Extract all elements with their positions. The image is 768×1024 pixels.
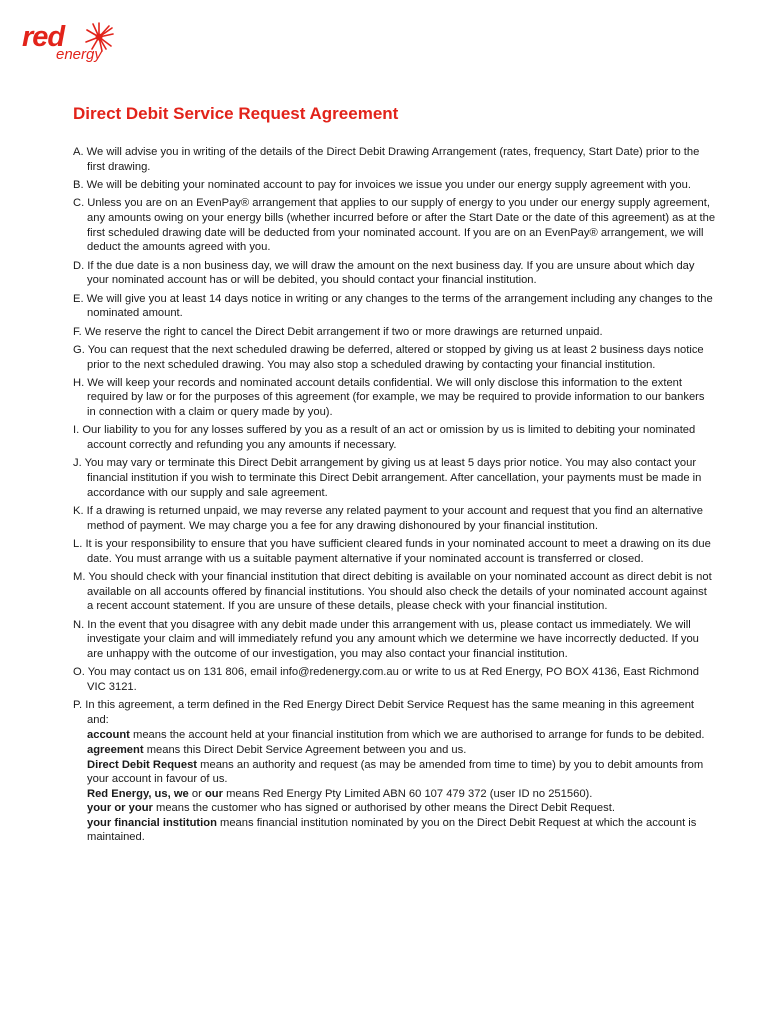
logo-wordmark-energy: energy	[56, 46, 102, 63]
clause: E. We will give you at least 14 days notice in writing or any changes to the terms of the arrangement including any changes to the nominated amount.	[73, 292, 713, 320]
definition-text: means an authority and request (as may be amended from time to time) by you to debit amounts from your account in favour of us.	[87, 758, 704, 786]
clause: B. We will be debiting your nominated account to pay for invoices we issue you under our energy supply agreement with you.	[73, 178, 691, 191]
definition-text: means financial institution nominated by you on the Direct Debit Request at which the account is maintained.	[87, 816, 697, 844]
clause: P. In this agreement, a term defined in the Red Energy Direct Debit Service Request has the same meaning in this agreement and:	[73, 699, 695, 726]
definition	[87, 728, 716, 743]
definition-term: Red Energy, us, we	[87, 787, 189, 800]
red-energy-logo	[22, 20, 122, 68]
definition	[87, 743, 716, 758]
definition-text: means the account held at your financial institution from which we are authorised to arrange for funds to be debited.	[129, 729, 705, 742]
definition	[87, 787, 716, 802]
definition-term: your financial institution	[87, 816, 217, 829]
clause: O. You may contact us on 131 806, email info@redenergy.com.au or write to us at Red Energy, PO BOX 4136, East Richmond VIC 3121.	[73, 666, 699, 693]
clause: N. In the event that you disagree with any debit made under this arrangement with us, please contact us immediately. We will investigate your claim and will immediately refund you any amount which we determine we have incorrectly deducted. If you are unhappy with the outcome of our investigation, you may also contact your financial institution.	[73, 618, 699, 660]
definition-text: means the customer who has signed or authorised by other means the Direct Debit Request.	[152, 802, 615, 815]
document-title: Direct Debit Service Request Agreement	[73, 104, 399, 123]
clause: G. You can request that the next scheduled drawing be deferred, altered or stopped by giving us at least 2 business days notice prior to the next scheduled drawing. You may also stop a scheduled drawing by contacting your financial institution.	[73, 343, 704, 371]
definitions-list	[73, 728, 716, 845]
definition-term: account	[87, 729, 130, 742]
clause: C. Unless you are on an EvenPay® arrangement that applies to our supply of energy to you under our energy supply agreement, any amounts owing on your energy bills (whether incurred before or after the Start Date or the date of this agreement) as at the first scheduled drawing date will be deducted from your nominated account. If you are on an EvenPay® arrangement, we will deduct the amounts agreed with you.	[73, 197, 716, 254]
logo-wordmark-red: red	[22, 21, 65, 53]
clause: H. We will keep your records and nominated account details confidential. We will only disclose this information to the extent required by law or for the purposes of this agreement (for example, we may be required to provide information to our bankers in connection with a claim or query made by you).	[73, 376, 705, 419]
clause: K. If a drawing is returned unpaid, we may reverse any related payment to your account and request that you find an alternative method of payment. We may charge you a fee for any drawing dishonoured by your financial institution.	[73, 505, 703, 532]
clause: F. We reserve the right to cancel the Direct Debit arrangement if two or more drawings are returned unpaid.	[73, 325, 603, 338]
agreement-clauses	[73, 145, 716, 845]
clause: I. Our liability to you for any losses suffered by you as a result of an act or omission by us is limited to debiting your nominated account correctly and refunding you any amounts if necessary.	[73, 424, 696, 452]
definition	[87, 801, 716, 816]
definition-text: means this Direct Debit Service Agreement between you and us.	[143, 743, 467, 756]
definition-term: our	[204, 787, 223, 800]
clause: M. You should check with your financial institution that direct debiting is available on your nominated account as direct debit is not available on all accounts offered by financial institutions. You should also check the details of your nominated account against a recent account statement. If you are unsure of these details, please check with your financial institution.	[73, 571, 712, 613]
definition	[87, 816, 716, 845]
clause: J. You may vary or terminate this Direct Debit arrangement by giving us at least 5 days prior notice. You may also contact your financial institution if you wish to terminate this Direct Debit arrangement. After cancellation, your payments must be made in accordance with our supply and sale agreement.	[73, 457, 702, 499]
clause: D. If the due date is a non business day, we will draw the amount on the next business day. If you are unsure about which day your nominated account has or will be debited, you should contact your financial institution.	[73, 259, 695, 287]
definition-term: Direct Debit Request	[87, 758, 198, 771]
definition-connector: or	[188, 787, 205, 800]
definition-term: agreement	[87, 743, 144, 756]
clause: A. We will advise you in writing of the details of the Direct Debit Drawing Arrangement (rates, frequency, Start Date) prior to the first drawing.	[73, 146, 700, 173]
clause: L. It is your responsibility to ensure that you have sufficient cleared funds in your nominated account to meet a drawing on its due date. You must arrange with us a suitable payment alternative if your nominated account is transferred or closed.	[73, 538, 711, 565]
definition	[87, 758, 716, 787]
definition-term: your or your	[87, 802, 153, 815]
definition-text: means Red Energy Pty Limited ABN 60 107 479 372 (user ID no 251560).	[222, 787, 593, 800]
